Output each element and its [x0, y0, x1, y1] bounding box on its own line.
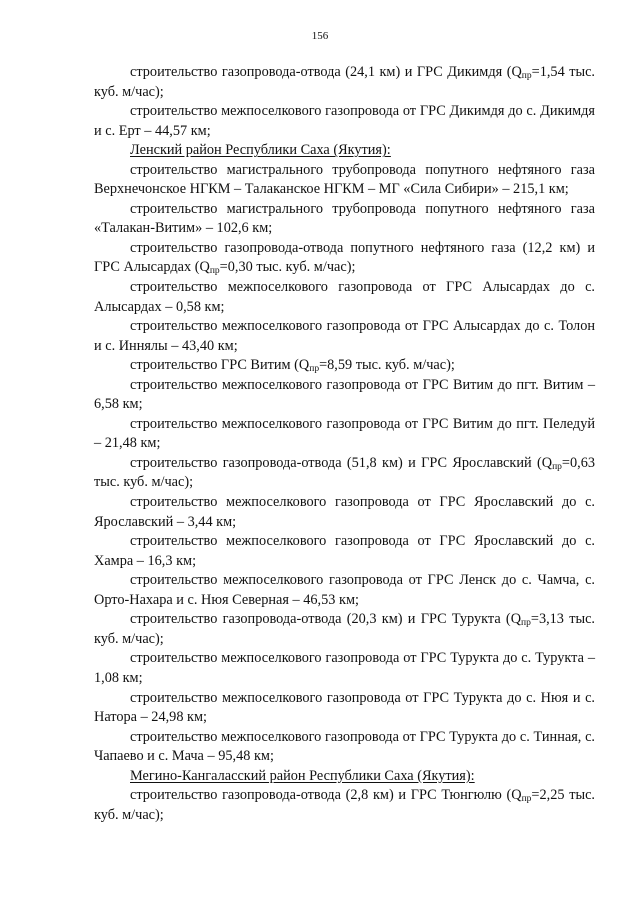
text-run: строительство межпоселкового газопровода от ГРС Ленск до с. Чамча, с. Орто-Нахара и с. Нюя Северная – 46,53 км; [94, 572, 595, 608]
text-run: =1,54 тыс. куб. м/час); [94, 64, 595, 100]
text-run: строительство межпоселкового газопровода от ГРС Ярославский до с. Хамра – 16,3 км; [94, 533, 595, 569]
text-run: =2,25 тыс. куб. м/час); [94, 787, 595, 823]
list-paragraph [94, 102, 595, 141]
subscript: пр [209, 266, 220, 277]
list-paragraph [94, 728, 595, 767]
list-paragraph [94, 278, 595, 317]
section-heading-text [130, 142, 391, 158]
text-run: строительство ГРС Витим (Q [130, 357, 310, 374]
list-paragraph [94, 571, 595, 610]
list-paragraph [94, 317, 595, 356]
list-paragraph [94, 200, 595, 239]
subscript: пр [552, 461, 562, 472]
text-run: строительство межпоселкового газопровода от ГРС Витим до пгт. Пеледуй – 21,48 км; [94, 415, 595, 452]
section-heading [94, 767, 595, 787]
page-number: 156 [311, 30, 329, 42]
text-run: =0,30 тыс. куб. м/час); [219, 259, 356, 276]
text-run: строительство газопровода-отвода (2,8 км) и ГРС Тюнгюлю (Q [130, 787, 522, 804]
list-paragraph [94, 63, 595, 102]
text-run: строительство газопровода-отвода (51,8 км) и ГРС Ярославский (Q [130, 454, 553, 471]
text-run: строительство магистрального трубопровода попутного нефтяного газа Верхнечонское НГКМ – Талаканское НГКМ – МГ «Сила Сибири» – 215,1 км; [94, 161, 595, 198]
text-run: строительство межпоселкового газопровода от ГРС Дикимдя до с. Дикимдя и с. Ерт – 44,57 км; [94, 103, 595, 139]
text-run: строительство межпоселкового газопровода от ГРС Турукта до с. Нюя и с. Натора – 24,98 км; [94, 689, 595, 726]
list-paragraph [94, 786, 595, 825]
text-run: строительство газопровода-отвода (20,3 км) и ГРС Турукта (Q [130, 611, 522, 628]
subscript: пр [309, 364, 320, 375]
text-run: строительство межпоселкового газопровода от ГРС Ярославский до с. Ярославский – 3,44 км; [94, 494, 595, 530]
subscript: пр [521, 794, 532, 805]
document-body [94, 63, 595, 825]
text-run: строительство межпоселкового газопровода от ГРС Турукта до с. Турукта – 1,08 км; [94, 650, 595, 686]
list-paragraph [94, 532, 595, 571]
subscript: пр [521, 71, 532, 81]
list-paragraph [94, 356, 595, 376]
text-run: строительство межпоселкового газопровода от ГРС Витим до пгт. Витим – 6,58 км; [94, 376, 595, 413]
text-run: =0,63 тыс. куб. м/час); [94, 454, 595, 491]
text-run: строительство межпоселкового газопровода от ГРС Алысардах до с. Алысардах – 0,58 км; [94, 279, 595, 315]
text-run: Мегино-Кангаласский район Республики Саха (Якутия): [130, 767, 475, 784]
list-paragraph [94, 161, 595, 200]
list-paragraph [94, 376, 595, 415]
text-run: строительство газопровода-отвода (24,1 км) и ГРС Дикимдя (Q [130, 64, 522, 80]
list-paragraph [94, 610, 595, 649]
text-run: =8,59 тыс. куб. м/час); [319, 357, 455, 374]
section-heading-text [130, 768, 475, 784]
list-paragraph [94, 649, 595, 688]
text-run: строительство межпоселкового газопровода от ГРС Алысардах до с. Толон и с. Иннялы – 43,40 км; [94, 318, 595, 354]
list-paragraph [94, 239, 595, 278]
list-paragraph [94, 454, 595, 493]
text-run: строительство межпоселкового газопровода от ГРС Турукта до с. Тинная, с. Чапаево и с. Мача – 95,48 км; [94, 728, 595, 765]
subscript: пр [521, 618, 531, 629]
section-heading [94, 141, 595, 161]
text-run: =3,13 тыс. куб. м/час); [94, 611, 595, 647]
list-paragraph [94, 415, 595, 454]
list-paragraph [94, 689, 595, 728]
text-run: строительство магистрального трубопровода попутного нефтяного газа «Талакан-Витим» – 102,6 км; [94, 200, 595, 237]
text-run: строительство газопровода-отвода попутного нефтяного газа (12,2 км) и ГРС Алысардах (Q [94, 239, 595, 276]
text-run: Ленский район Республики Саха (Якутия): [130, 142, 391, 159]
list-paragraph [94, 493, 595, 532]
